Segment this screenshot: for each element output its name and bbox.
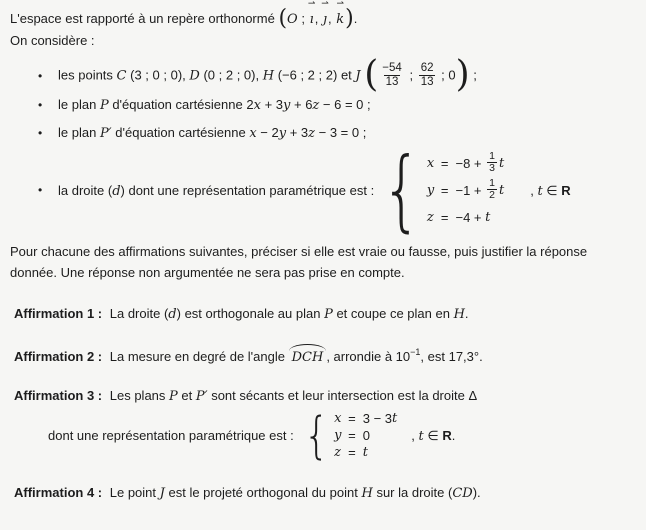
math-var: H (361, 486, 373, 502)
math-var: H (453, 307, 465, 323)
math-var: P′ (195, 389, 208, 405)
math-var: d (168, 307, 177, 323)
vector-arrow-icon: ⇀ (336, 0, 344, 9)
bullet-plan-p-prime (38, 122, 636, 145)
math-var: J (355, 68, 361, 84)
affirmation-2: Affirmation 2 : La mesure en degré de l'angle DCH , arrondie à $10^{-1}$, est 17,3°. (10, 342, 636, 368)
instruction-line-1: Pour chacune des affirmations suivantes, préciser si elle est vraie ou fausse, puis justifier la réponse (10, 244, 588, 260)
affirmation-3 (10, 385, 636, 465)
left-brace: { (381, 139, 422, 242)
bullet-icon: • (38, 98, 43, 113)
parametric-system-delta (303, 407, 456, 465)
vector-arrow-icon: ⇀ (307, 0, 316, 9)
affirmation-2-label: Affirmation 2 : (14, 349, 103, 365)
system-row: x = 3 − 3 t (334, 411, 398, 427)
math-var: P′ (99, 126, 112, 142)
bullet-plan-p (38, 94, 636, 117)
math-var: P (324, 307, 333, 323)
system-row: y = 0 (334, 428, 370, 444)
vector-k: ⇀ k (336, 0, 345, 27)
fraction: $\frac{62}{13}$ (420, 62, 434, 88)
math-var: H (262, 68, 275, 84)
intro-line-1: L'espace est rapporté à un repère orthonormé (O ; ⇀ ı, ⇀ ȷ, ⇀ k). (10, 0, 358, 31)
math-var: D (189, 68, 200, 84)
fraction: $\frac{1}{2}$ (489, 176, 495, 202)
affirmation-1-label: Affirmation 1 : (14, 306, 103, 322)
affirmation-3-line-2: dont une représentation paramétrique est : { x = 3 − 3 t y = 0 z = t , t ∈ R. (48, 407, 456, 465)
system-row: z = −4 + t (426, 210, 491, 226)
equation: 2x + 3y + 6z − 6 = 0 ; (246, 97, 371, 114)
bullet-icon: • (38, 68, 43, 83)
instruction-line-2: donnée. Une réponse non argumentée ne sera pas prise en compte. (10, 265, 405, 281)
vector-arrow-icon: ⇀ (321, 0, 329, 9)
end-punctuation: ; (473, 67, 477, 83)
bullet-droite-d (38, 139, 636, 242)
vector-i: ⇀ ı (307, 0, 316, 27)
fraction: $\frac{1}{3}$ (489, 149, 495, 175)
system-row: x = −8 + $\frac{1}{3}$ t (426, 149, 505, 175)
affirmation-4: Affirmation 4 : Le point J est le projeté orthogonal du point H sur la droite (CD). (14, 485, 481, 502)
bullet-icon: • (38, 183, 43, 198)
affirmation-3-line-1: Affirmation 3 : Les plans P et P′ sont sécants et leur intersection est la droite Δ (14, 388, 478, 405)
separator: ; (301, 11, 305, 26)
bullet-icon: • (38, 126, 43, 141)
parameter-domain: , t ∈ R. (411, 427, 456, 444)
affirmation-4-label: Affirmation 4 : (14, 485, 103, 501)
bullet-points (38, 54, 636, 96)
fraction: $\frac{-54}{13}$ (382, 62, 402, 88)
parametric-system-d (381, 139, 571, 242)
plan-p-line: le plan P d'équation cartésienne 2x + 3y + 6z − 6 = 0 ; (58, 97, 371, 114)
system-row: y = −1 + $\frac{1}{2}$ t (426, 176, 505, 202)
math-var: C (116, 68, 127, 84)
math-var: CD (452, 486, 473, 502)
plan-p-prime-line: le plan P′ d'équation cartésienne x − 2y + 3z − 3 = 0 ; (58, 125, 367, 142)
points-line: les points C (3 ; 0 ; 0), D (0 ; 2 ; 0), H (−6 ; 2 ; 2) et J ( $\frac{-54}{13}$ ; $\frac{62}{13}$ ; 0) ; (58, 54, 477, 96)
math-var: P (169, 389, 178, 405)
equation: x − 2y + 3z − 3 = 0 ; (249, 125, 367, 142)
intro-line-2: On considère : (10, 33, 95, 48)
droite-label: la droite (d) dont une représentation paramétrique est : (58, 182, 375, 199)
angle-widehat: DCH (289, 344, 327, 368)
left-brace: { (303, 407, 330, 465)
comma: , (328, 11, 332, 26)
parameter-domain: , t ∈ R (530, 182, 571, 199)
exponent: −1 (410, 347, 421, 358)
math-var: J (159, 486, 165, 502)
math-var: d (112, 183, 121, 199)
comma: , (314, 11, 319, 26)
separator: ; (441, 67, 445, 83)
bullet-list (38, 54, 636, 242)
system-row: z = t (334, 445, 368, 461)
instruction-paragraph (10, 241, 636, 283)
math-var-origin: O (287, 12, 298, 27)
affirmation-3-label: Affirmation 3 : (14, 388, 103, 404)
separator: ; (409, 67, 414, 83)
period: . (353, 11, 358, 26)
math-var: P (99, 98, 109, 114)
vector-j: ⇀ ȷ (321, 0, 329, 27)
affirmation-1: Affirmation 1 : La droite (d) est orthogonale au plan P et coupe ce plan en H. (14, 306, 469, 323)
intro-text: L'espace est rapporté à un repère orthonormé (10, 11, 275, 26)
